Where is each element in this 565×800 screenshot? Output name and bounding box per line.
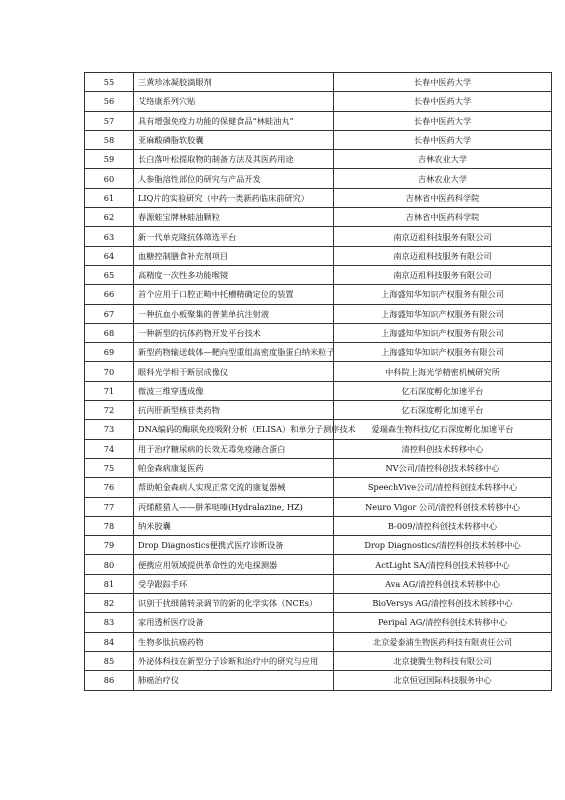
organization: Ava AG/清控科创技术转移中心 [334,574,552,593]
table-row [85,401,552,420]
row-number: 58 [85,130,134,149]
organization: 南京迈祖科技服务有限公司 [334,246,552,265]
organization: 吉林省中医药科学院 [334,208,552,227]
organization: 上海盛知华知识产权服务有限公司 [334,343,552,362]
project-name: LIQ片的实验研究（中药一类新药临床前研究） [134,188,334,207]
organization: 亿石深度孵化加速平台 [334,381,552,400]
organization: 上海盛知华知识产权服务有限公司 [334,323,552,342]
project-name: 丙烯醛猎人——肼苯哒嗪(Hydralazine, HZ) [134,497,334,516]
organization: 中科院上海光学精密机械研究所 [334,362,552,381]
row-number: 74 [85,439,134,458]
row-number: 62 [85,208,134,227]
table-row [85,420,552,439]
row-number: 85 [85,651,134,670]
organization: NV公司/清控科创技术转移中心 [334,458,552,477]
organization: 南京迈祖科技服务有限公司 [334,265,552,284]
table-row [85,246,552,265]
table-row [85,73,552,92]
project-name: 眼科光学相干断层成像仪 [134,362,334,381]
organization: 长春中医药大学 [334,130,552,149]
table-row [85,169,552,188]
row-number: 56 [85,92,134,111]
table-row [85,227,552,246]
row-number: 59 [85,150,134,169]
table-body [85,73,552,691]
row-number: 69 [85,343,134,362]
table-row [85,613,552,632]
table-row [85,150,552,169]
organization: 吉林农业大学 [334,150,552,169]
table-row [85,536,552,555]
row-number: 65 [85,265,134,284]
organization: ActLight SA/清控科创技术转移中心 [334,555,552,574]
project-name: Drop Diagnostics便携式医疗诊断设备 [134,536,334,555]
row-number: 77 [85,497,134,516]
row-number: 55 [85,73,134,92]
organization: 爱瑞森生物科技/亿石深度孵化加速平台 [334,420,552,439]
project-name: 帕金森病康复医药 [134,458,334,477]
row-number: 71 [85,381,134,400]
project-name: 三黄珍冰凝胶滴眼剂 [134,73,334,92]
organization: 上海盛知华知识产权服务有限公司 [334,304,552,323]
project-table [84,72,552,691]
project-name: 便携应用领域提供革命性的光电探测器 [134,555,334,574]
table-row [85,497,552,516]
row-number: 66 [85,285,134,304]
row-number: 75 [85,458,134,477]
project-name: 帮助帕金森病人实现正常交流的康复器械 [134,478,334,497]
organization: SpeechVive公司/清控科创技术转移中心 [334,478,552,497]
table-row [85,478,552,497]
project-name: 高精度一次性多功能喉镜 [134,265,334,284]
project-name: 生物多肽抗癌药物 [134,632,334,651]
project-name: 艾络康系列穴贴 [134,92,334,111]
organization: Peripal AG/清控科创技术转移中心 [334,613,552,632]
table-row [85,439,552,458]
table-row [85,632,552,651]
table-row [85,651,552,670]
organization: 长春中医药大学 [334,73,552,92]
project-name: 具有增强免疫力功能的保健食品“林蛙油丸” [134,111,334,130]
project-name: 一种抗血小板聚集的普莱单抗注射液 [134,304,334,323]
project-name: 新一代单克隆抗体筛选平台 [134,227,334,246]
project-name: 抗丙肝新型核苷类药物 [134,401,334,420]
row-number: 82 [85,594,134,613]
row-number: 79 [85,536,134,555]
table-row [85,208,552,227]
organization: 亿石深度孵化加速平台 [334,401,552,420]
row-number: 60 [85,169,134,188]
project-name: 血糖控制膳食补充剂项目 [134,246,334,265]
row-number: 84 [85,632,134,651]
table-row [85,323,552,342]
organization: 吉林农业大学 [334,169,552,188]
organization: 吉林省中医药科学院 [334,188,552,207]
organization: BioVersys AG/清控科创技术转移中心 [334,594,552,613]
organization: 南京迈祖科技服务有限公司 [334,227,552,246]
row-number: 57 [85,111,134,130]
table-row [85,574,552,593]
project-name: 长白落叶松提取物的制备方法及其医药用途 [134,150,334,169]
row-number: 83 [85,613,134,632]
project-name: 用于治疗糖尿病的长效无毒免疫融合蛋白 [134,439,334,458]
project-name: 春源蛙宝牌林蛙油颗粒 [134,208,334,227]
table-row [85,285,552,304]
table-row [85,304,552,323]
table-row [85,671,552,690]
row-number: 72 [85,401,134,420]
organization: 清控科创技术转移中心 [334,439,552,458]
project-name: 亚麻酸磷脂软胶囊 [134,130,334,149]
table-row [85,594,552,613]
row-number: 76 [85,478,134,497]
project-name: 人参脂溶性部位的研究与产品开发 [134,169,334,188]
row-number: 70 [85,362,134,381]
project-name: 肺癌治疗仪 [134,671,334,690]
row-number: 81 [85,574,134,593]
row-number: 67 [85,304,134,323]
table-row [85,92,552,111]
organization: B-009/清控科创技术转移中心 [334,516,552,535]
row-number: 63 [85,227,134,246]
table-row [85,555,552,574]
project-name: 微波三维穿透成像 [134,381,334,400]
table-row [85,458,552,477]
table-row [85,381,552,400]
table-row [85,516,552,535]
row-number: 78 [85,516,134,535]
row-number: 80 [85,555,134,574]
table-row [85,343,552,362]
table-row [85,130,552,149]
row-number: 61 [85,188,134,207]
project-name: DNA编码的酶联免疫吸附分析（ELISA）和单分子测序技术 [134,420,334,439]
table-row [85,111,552,130]
row-number: 86 [85,671,134,690]
organization: 长春中医药大学 [334,92,552,111]
table-row [85,188,552,207]
row-number: 68 [85,323,134,342]
project-name: 首个应用于口腔正畸中托槽精确定位的装置 [134,285,334,304]
project-name: 一种新型的抗体药物开发平台技术 [134,323,334,342]
table-row [85,265,552,284]
organization: Drop Diagnostics/清控科创技术转移中心 [334,536,552,555]
project-name: 纳米胶囊 [134,516,334,535]
organization: Neuro Vigor 公司/清控科创技术转移中心 [334,497,552,516]
organization: 北京恒冠国际科技服务中心 [334,671,552,690]
project-name: 新型药物输送载体—靶向型重组高密度脂蛋白纳米粒子 [134,343,334,362]
project-name: 家用透析医疗设备 [134,613,334,632]
row-number: 73 [85,420,134,439]
project-name: 外泌体科技在新型分子诊断和治疗中的研究与应用 [134,651,334,670]
table-row [85,362,552,381]
project-name: 识别干扰细菌转录调节的新的化学实体（NCEs） [134,594,334,613]
organization: 北京爱泰浦生物医药科技有限责任公司 [334,632,552,651]
organization: 北京捷腾生物科技有限公司 [334,651,552,670]
project-name: 受孕跟踪手环 [134,574,334,593]
organization: 长春中医药大学 [334,111,552,130]
organization: 上海盛知华知识产权服务有限公司 [334,285,552,304]
row-number: 64 [85,246,134,265]
